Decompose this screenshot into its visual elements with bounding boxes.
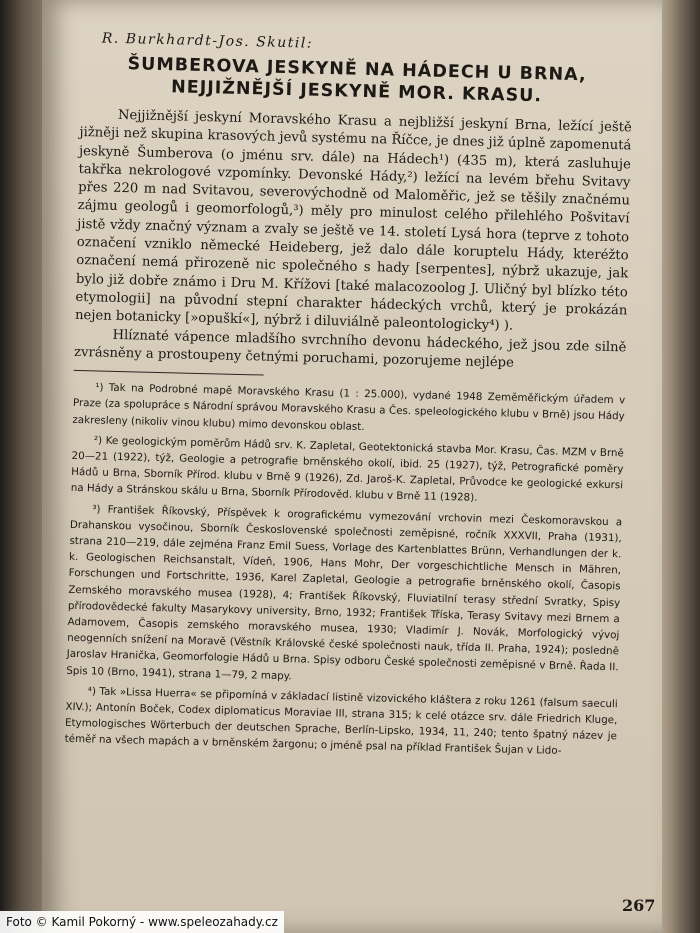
article-title xyxy=(80,52,633,109)
book-right-page-edge xyxy=(658,0,700,933)
footnote: ²) Ke geologickým poměrům Hádů srv. K. Zapletal, Geotektonická stavba Mor. Krasu, Čas. MZM v Brně 20—21 (1922), týž, Geologie a petrografie brněnského okolí, ibid. 25 (1927), týž, Petrografické poměry Hádů u Brna, Sborník Přírod. klubu v Brně 9 (1926), Zd. Jaroš-K. Zapletal, Průvodce ke geologické exkursi na Hády a Stránskou skálu u Brna, Sborník Přírodověd. klubu v Brně 11 (1928). xyxy=(70,434,624,505)
photo-credit: Foto © Kamil Pokorný - www.speleozahady.cz xyxy=(0,911,284,933)
body-paragraph: Hlíznaté vápence mladšího svrchního devonu hádeckého, jež jsou zde silně zvrásněny a prostoupeny četnými poruchami, pozorujeme nejlépe xyxy=(73,327,627,371)
article-title-line-1: ŠUMBEROVA JESKYNĚ NA HÁDECH U BRNA, xyxy=(127,54,587,86)
page-number: 267 xyxy=(622,896,656,915)
article-title-line-2: NEJJIŽNĚJŠÍ JESKYNĚ MOR. KRASU. xyxy=(170,77,543,107)
footnotes xyxy=(64,379,625,761)
footnote: ⁴) Tak »Lissa Huerra« se připomíná v základací listině vizovického kláštera z roku 1261 (falsum saeculi XIV.); Antonín Boček, Codex diplomaticus Moraviae III, strana 315; k celé otázce srv. dále Friedrich Kluge, Etymologisches Wörterbuch der deutschen Sprache, Berlín-Lipsko, 1934, 11, 240; tento špatný název je téměř na všech mapách a v brněnském žargonu; o jméně psal na příklad František Šujan v Lido- xyxy=(64,685,618,758)
page-content xyxy=(64,30,633,765)
article-authors: R. Burkhardt-Jos. Skutil: xyxy=(101,30,314,52)
footnote: ¹) Tak na Podrobné mapě Moravského Krasu (1 : 25.000), vydané 1948 Zeměměřickým úřadem v Praze (za spolupráce s Národní správou Moravského Krasu a Čes. speleologického klubu v Brně) jsou Hády zakresleny (nikoliv vinou klubu) mimo devonskou oblast. xyxy=(72,381,626,433)
footnote-divider xyxy=(74,370,264,376)
footnote: ³) František Říkovský, Příspěvek k orografickému vymezování vrchovin mezi Českomoravskou a Drahanskou vysočinou, Sborník Československé společnosti zeměpisné, ročník XXXVII, Praha (1931), strana 210—219, dále zejména Franz Emil Suess, Vorlage des Kartenblattes Brünn, Verhandlungen der k. k. Geologischen Reichsanstalt, Vídeň, 1906, Hans Mohr, Der vorgeschichtliche Mensch in Mähren, Forschungen und Fortschritte, 1936, Karel Zapletal, Geologie a petrografie brněnského okolí, Časopis Zemského moravského musea (1928), 4; František Říkovský, Fluviatilní terasy střední Svratky, Spisy přírodovědecké fakulty Masarykovy university, Brno, 1932; František Tříska, Terasy Svitavy mezi Brnem a Adamovem, Časopis zemského moravského musea, 1930; Vladimír J. Novák, Morfologický vývoj neogenních snížení na Moravě (Věstník Královské české společnosti nauk, třída II. Praha, 1924); posledně Jaroslav Hranička, Geomorfologie Hádů u Brna. Spisy odboru České společnosti zeměpisné v Brně. Řada II. Spis 10 (Brno, 1941), strana 1—79, 2 mapy. xyxy=(66,502,623,682)
article-body xyxy=(74,106,632,376)
body-paragraph: Nejjižnější jeskyní Moravského Krasu a nejbližší jeskyní Brna, ležící ještě jižněji než skupina krasových jevů systému na Říčce, je dnes již úplně zapomenutá jeskyně Šumberova (o jménu srv. dále) na Hádech¹) (435 m), která zasluhuje takřka nekrologové vzpomínky. Devonské Hády,²) ležící na levém břehu Svitavy přes 220 m nad Svitavou, severovýchodně od Maloměřic, jež se těšily značnému zájmu geologů i geomorfologů,³) měly pro minulost celého přilehlého Pošvitaví jistě vždy značný význam a zvaly se ještě ve 14. století Lysá hora (teprve z tohoto označení vzniklo německé Heideberg, jež dalo dále koruptelu Hády, kteréžto označení nemá přirozeně nic společného s hady [serpentes], nýbrž ukazuje, jak bylo již dobře známo i Dru M. Křížovi [také malacozoolog J. Uličný byl blízko této etymologii] na původní stepní charakter hádeckých vrchů, který je prokázán nejen botanicky [»opuškí«], nýbrž i diluviálně paleontologicky⁴) ). xyxy=(74,107,632,334)
book-page xyxy=(42,0,662,933)
